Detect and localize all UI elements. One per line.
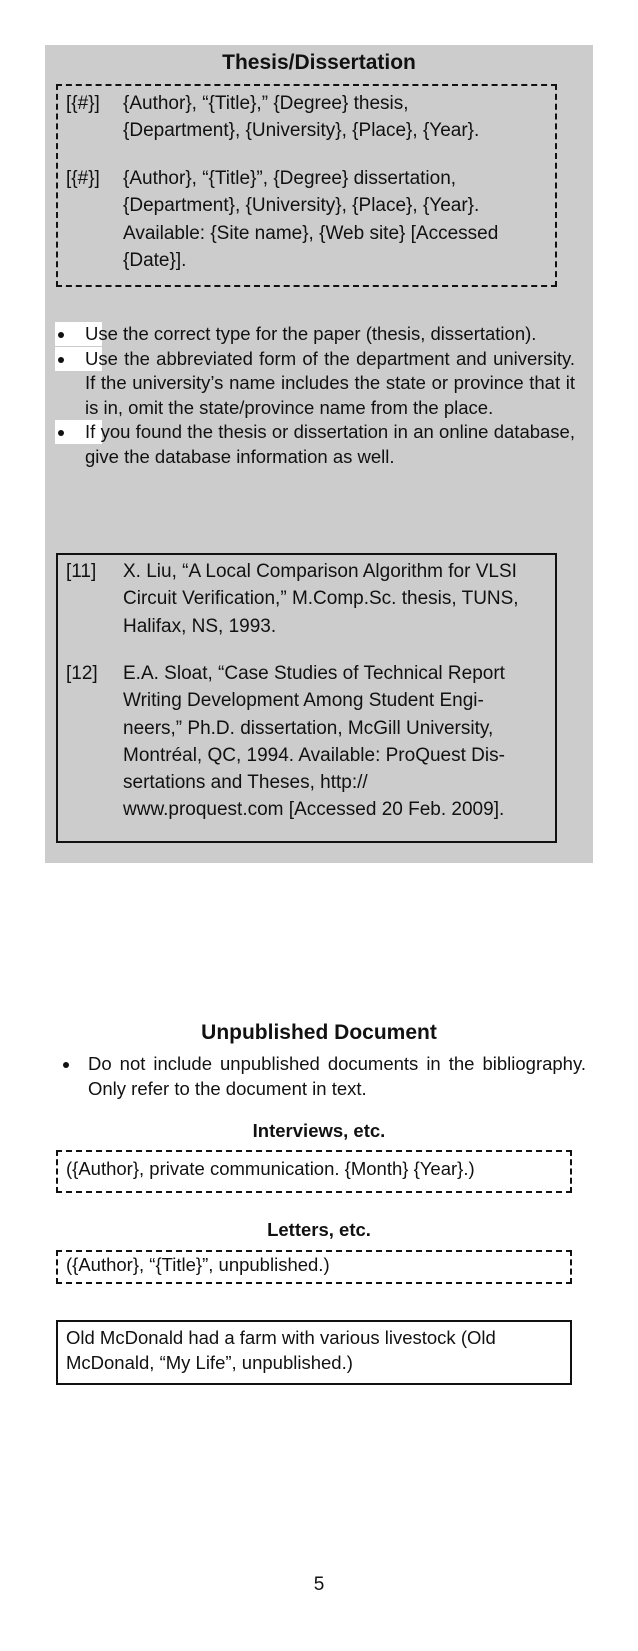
example-line: Old McDonald had a farm with various livestock (Old bbox=[66, 1327, 496, 1348]
entry-line: neers,” Ph.D. dissertation, McGill University, bbox=[123, 717, 494, 739]
bullet-item bbox=[56, 322, 575, 347]
entry-number: [{#}] bbox=[66, 168, 100, 189]
bullet-item: Do not include unpublished documents in the bibliography. Only refer to the document in text. bbox=[59, 1052, 586, 1101]
entry-text bbox=[123, 660, 547, 824]
bullet-first-word: Use bbox=[85, 323, 118, 344]
entry-line: www.proquest.com [Accessed 20 Feb. 2009]. bbox=[123, 799, 505, 821]
letters-example-text bbox=[66, 1326, 562, 1375]
entry-line: Writing Development Among Student Engi- bbox=[123, 690, 484, 712]
bullet-first-word: Use bbox=[85, 347, 118, 369]
entry-line: E.A. Sloat, “Case Studies of Technical Report bbox=[123, 663, 505, 684]
entry-line: Montréal, QC, 1994. Available: ProQuest Dis- bbox=[123, 744, 505, 766]
entry-line: Circuit Verification,” M.Comp.Sc. thesis, TUNS, bbox=[123, 588, 519, 610]
entry-number: [12] bbox=[66, 663, 98, 684]
example-entry bbox=[66, 558, 547, 642]
bullet-text: the abbreviated form of the department and university. If the university’s name includes the state or province that it is in, omit the state/province name from the place. bbox=[85, 347, 575, 418]
entry-number: [11] bbox=[66, 561, 97, 582]
entry-line: {Author}, “{Title}”, {Degree} dissertation, bbox=[123, 168, 457, 189]
entry-number: [{#}] bbox=[66, 93, 100, 114]
entry-line: {Date}]. bbox=[123, 249, 187, 271]
bullet-item bbox=[56, 420, 575, 469]
bullet-item bbox=[56, 347, 575, 421]
bullet-first-word: If bbox=[85, 421, 96, 442]
letters-title: Letters, etc. bbox=[267, 1219, 371, 1240]
entry-line: {Author}, “{Title},” {Degree} thesis, bbox=[123, 93, 409, 114]
entry-text bbox=[123, 90, 547, 145]
letters-template-box bbox=[56, 1250, 572, 1284]
bullet-text: the correct type for the paper (thesis, dissertation). bbox=[117, 323, 537, 344]
example-entry bbox=[66, 660, 547, 828]
entry-text bbox=[123, 558, 547, 640]
interviews-template-text: ({Author}, private communication. {Month} {Year}.) bbox=[66, 1158, 475, 1179]
thesis-template-box bbox=[56, 84, 557, 287]
example-line: McDonald, “My Life”, unpublished.) bbox=[66, 1351, 353, 1373]
entry-line: sertations and Theses, http:// bbox=[123, 772, 368, 794]
bullet-text: you found the thesis or dissertation in an online database, give the database information as well. bbox=[85, 421, 575, 467]
page-number: 5 bbox=[313, 1574, 325, 1595]
entry-line: Available: {Site name}, {Web site} [Accessed bbox=[123, 222, 499, 244]
thesis-panel bbox=[45, 45, 593, 863]
letters-template-text: ({Author}, “{Title}”, unpublished.) bbox=[66, 1254, 330, 1275]
entry-text bbox=[123, 165, 547, 274]
letters-example-box bbox=[56, 1320, 572, 1385]
interviews-template-box bbox=[56, 1150, 572, 1193]
thesis-bullet-list bbox=[56, 322, 575, 469]
unpublished-section-title: Unpublished Document bbox=[201, 1021, 437, 1044]
template-entry-dissertation bbox=[66, 165, 547, 277]
template-entry-thesis bbox=[66, 90, 547, 146]
unpublished-bullet-list bbox=[59, 1052, 586, 1101]
thesis-example-box bbox=[56, 553, 557, 843]
interviews-title: Interviews, etc. bbox=[252, 1120, 386, 1141]
entry-line: X. Liu, “A Local Comparison Algorithm for VLSI bbox=[123, 561, 517, 582]
thesis-section-title: Thesis/Dissertation bbox=[222, 51, 416, 74]
entry-line: {Department}, {University}, {Place}, {Year}. bbox=[123, 120, 480, 142]
entry-line: {Department}, {University}, {Place}, {Year}. bbox=[123, 195, 480, 217]
entry-line: Halifax, NS, 1993. bbox=[123, 615, 277, 637]
